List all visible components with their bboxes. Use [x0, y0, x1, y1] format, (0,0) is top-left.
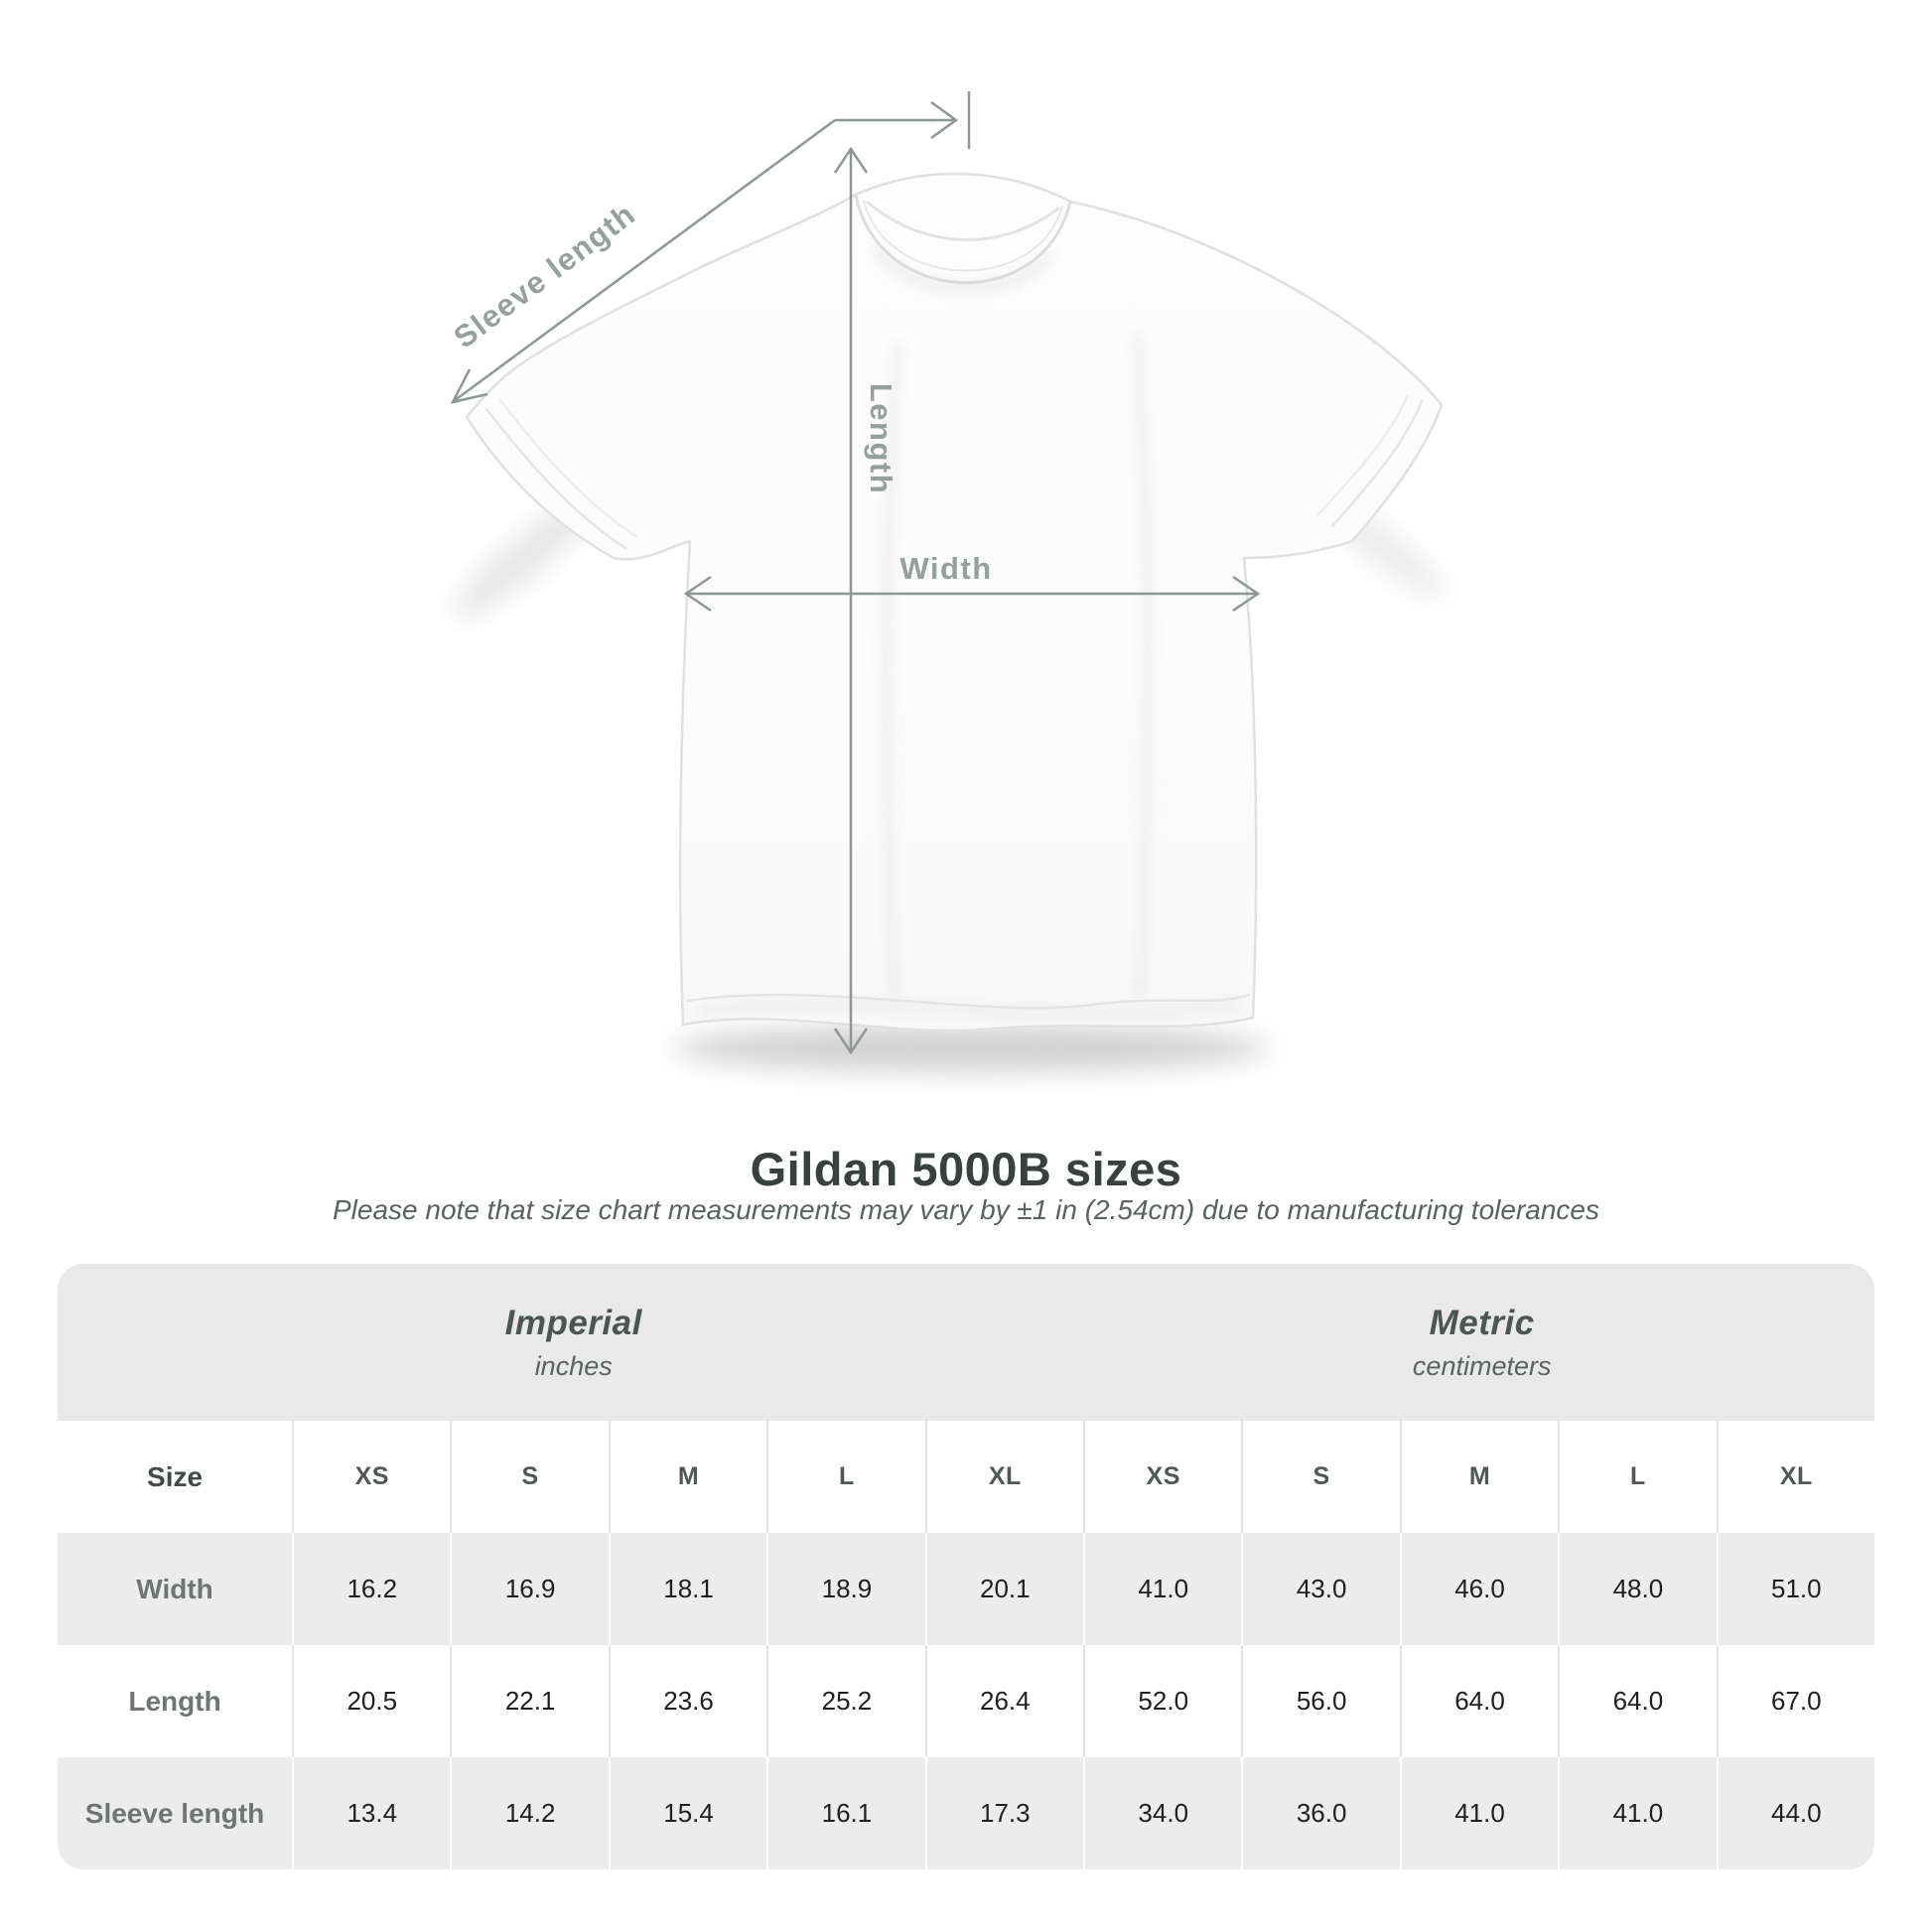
sleeve-imperial-xs: 13.4 [292, 1757, 450, 1869]
length-metric-l: 64.0 [1558, 1645, 1716, 1757]
imperial-unit-group [58, 1264, 1089, 1421]
sleeve-imperial-l: 16.1 [766, 1757, 924, 1869]
column-header-imperial-xs: XS [292, 1421, 450, 1533]
table-row-width [58, 1533, 1874, 1645]
width-metric-m: 46.0 [1400, 1533, 1558, 1645]
length-metric-xl: 67.0 [1717, 1645, 1874, 1757]
length-imperial-xs: 20.5 [292, 1645, 450, 1757]
column-header-imperial-m: M [609, 1421, 766, 1533]
row-label-width: Width [136, 1573, 213, 1604]
metric-unit-group [1089, 1264, 1874, 1421]
width-metric-xl: 51.0 [1717, 1533, 1874, 1645]
imperial-group-title: Imperial [504, 1303, 642, 1342]
sleeve-imperial-s: 14.2 [450, 1757, 608, 1869]
sleeve-imperial-m: 15.4 [609, 1757, 766, 1869]
column-header-metric-l: L [1558, 1421, 1716, 1533]
width-metric-s: 43.0 [1241, 1533, 1399, 1645]
table-row-sleeve-length [58, 1757, 1874, 1869]
metric-group-unit: centimeters [1412, 1350, 1552, 1381]
table-row-length [58, 1645, 1874, 1757]
imperial-group-unit: inches [534, 1350, 613, 1381]
length-imperial-s: 22.1 [450, 1645, 608, 1757]
column-header-imperial-xl: XL [925, 1421, 1083, 1533]
length-metric-m: 64.0 [1400, 1645, 1558, 1757]
width-label: Width [899, 551, 993, 586]
length-metric-xs: 52.0 [1083, 1645, 1241, 1757]
width-imperial-xs: 16.2 [292, 1533, 450, 1645]
width-imperial-l: 18.9 [766, 1533, 924, 1645]
page-title: Gildan 5000B sizes [750, 1143, 1182, 1195]
width-imperial-xl: 20.1 [925, 1533, 1083, 1645]
tshirt-outline [467, 174, 1442, 1031]
column-header-metric-xs: XS [1083, 1421, 1241, 1533]
column-header-metric-m: M [1400, 1421, 1558, 1533]
sleeve-metric-xs: 34.0 [1083, 1757, 1241, 1869]
length-imperial-l: 25.2 [766, 1645, 924, 1757]
width-metric-xs: 41.0 [1083, 1533, 1241, 1645]
row-label-sleeve-length: Sleeve length [84, 1797, 265, 1829]
sleeve-length-label: Sleeve length [447, 196, 642, 355]
column-header-metric-xl: XL [1717, 1421, 1874, 1533]
sleeve-metric-l: 41.0 [1558, 1757, 1716, 1869]
sleeve-metric-s: 36.0 [1241, 1757, 1399, 1869]
size-header-row [58, 1421, 1874, 1533]
length-label: Length [864, 382, 898, 495]
size-table [58, 1264, 1874, 1869]
length-imperial-m: 23.6 [609, 1645, 766, 1757]
unit-header-band [58, 1264, 1874, 1421]
metric-group-title: Metric [1429, 1303, 1535, 1342]
row-label-length: Length [128, 1685, 221, 1717]
length-imperial-xl: 26.4 [925, 1645, 1083, 1757]
sleeve-imperial-xl: 17.3 [925, 1757, 1083, 1869]
width-imperial-s: 16.9 [450, 1533, 608, 1645]
sleeve-metric-m: 41.0 [1400, 1757, 1558, 1869]
size-corner-label: Size [147, 1460, 204, 1492]
tolerance-note: Please note that size chart measurements may vary by ±1 in (2.54cm) due to manufacturing tolerances [333, 1194, 1599, 1225]
width-metric-l: 48.0 [1558, 1533, 1716, 1645]
column-header-imperial-l: L [766, 1421, 924, 1533]
column-header-imperial-s: S [450, 1421, 608, 1533]
sleeve-metric-xl: 44.0 [1717, 1757, 1874, 1869]
length-metric-s: 56.0 [1241, 1645, 1399, 1757]
column-header-metric-s: S [1241, 1421, 1399, 1533]
width-imperial-m: 18.1 [609, 1533, 766, 1645]
